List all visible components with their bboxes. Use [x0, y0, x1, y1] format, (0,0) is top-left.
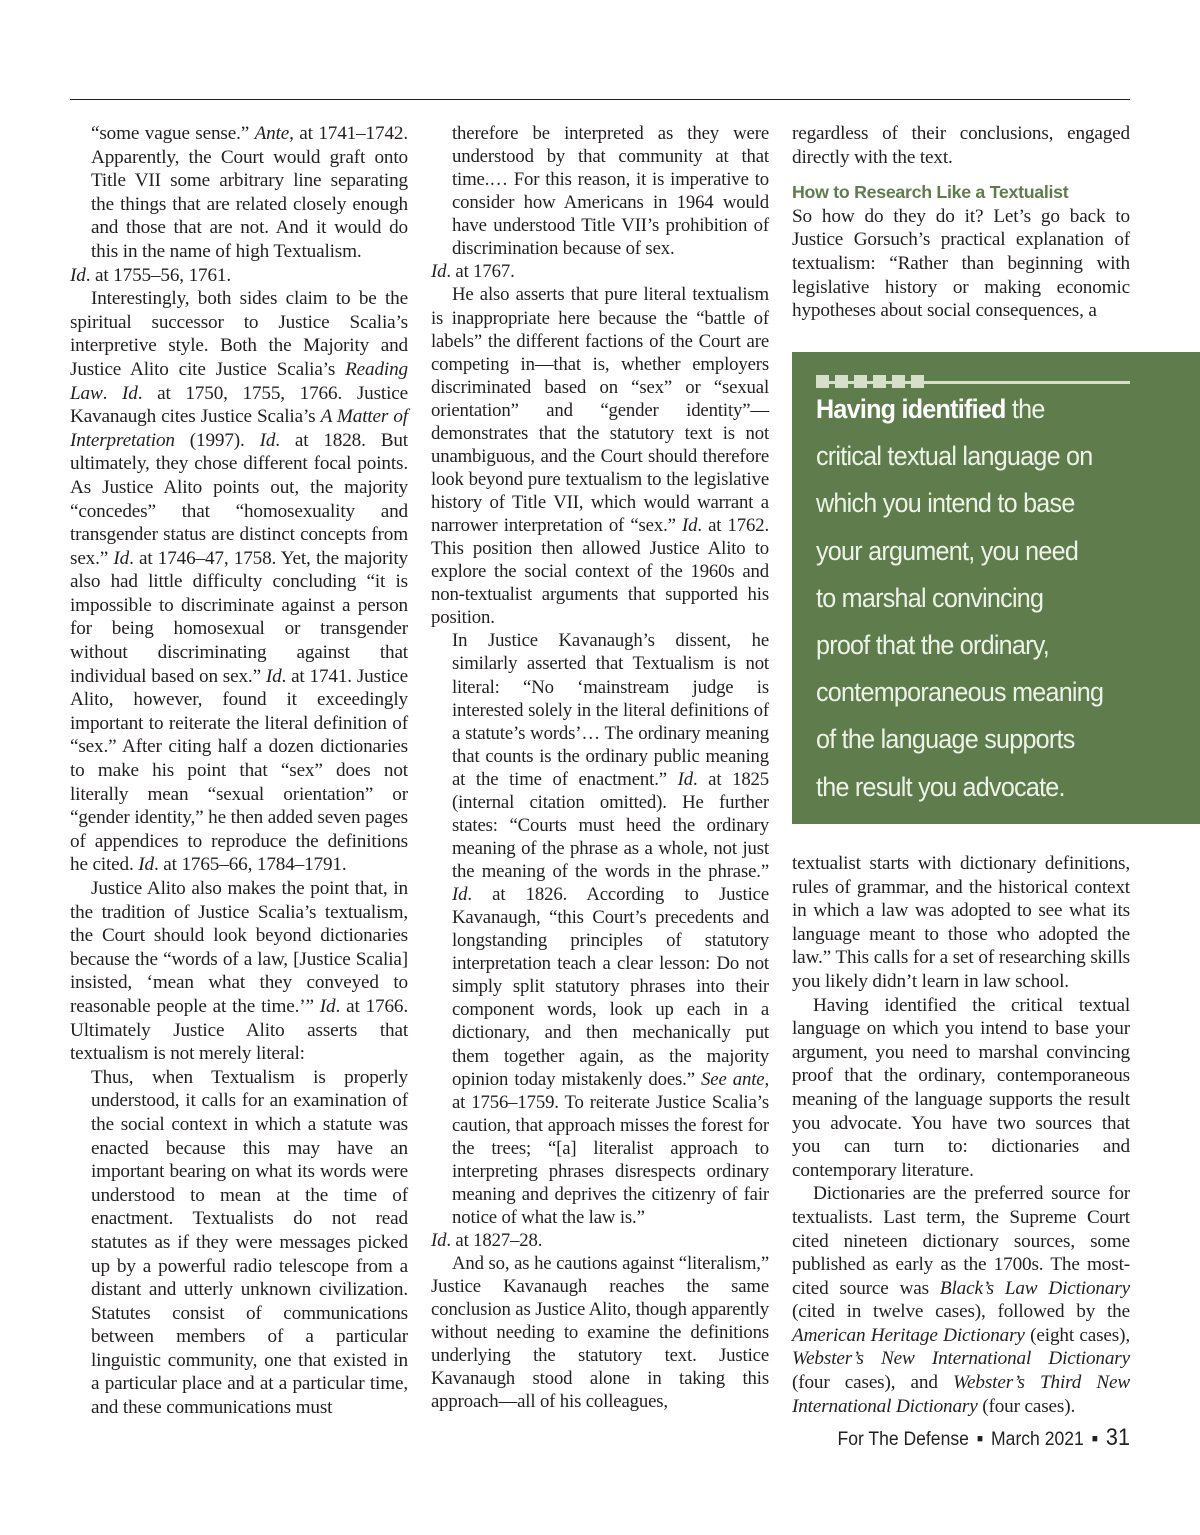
italic-run: Id [452, 884, 468, 906]
citation [70, 264, 408, 288]
text-run: “some vague sense.” [91, 123, 255, 144]
body-paragraph [792, 852, 1130, 994]
italic-run: American Heritage Dictionary [792, 1324, 1025, 1346]
text-run: (four cases), and [792, 1372, 953, 1394]
text-run: . at 1741. Justice Alito, however, found it exceedingly important to reiterate the literal definition of “sex.” After citing half a dozen dictionaries to make his point that “sex” does not literally mean “sexual orientation” or “gender identity,” he then added seven pages of appendices to reproduce the definitions he cited. [70, 665, 408, 876]
italic-run: Id [682, 515, 698, 537]
text-run: . at 1828. But ultimately, they chose different focal points. As Justice Alito points out, the majority “concedes” that “homosexuality and transgender status are distinct concepts from sex.” [70, 429, 408, 569]
italic-run: Id [122, 382, 138, 404]
italic-run: Black’s Law Dictionary [939, 1277, 1130, 1299]
text-run: So how do they do it? Let’s go back to Justice Gorsuch’s practical explanation of textualism: “Rather than beginning with legislative history or making economic hypotheses about social consequences, a [792, 205, 1130, 322]
text-run: And so, as he cautions against “literalism,” Justice Kavanaugh reaches the same conclusion as Justice Alito, though apparently without needing to examine the definitions underlying the statutory text. Justice Kavanaugh stood alone in taking this approach—all of his colleagues, [431, 1253, 769, 1413]
column-middle [431, 122, 769, 1414]
body-paragraph [431, 283, 769, 629]
text-run: He also asserts that pure literal textualism is inappropriate here because the “battle of labels” the different factions of the Court are competing in—that is, whether employers discriminated based on “sex” or “sexual orientation” and “gender identity”—demonstrates that the statutory text is not unambiguous, and the Court should therefore look beyond pure textualism to the legislative history of Title VII, which would warrant a narrower interpretation of “sex.” [431, 284, 769, 537]
publication-name: For The Defense [837, 1428, 969, 1450]
page-number: 31 [1105, 1424, 1130, 1451]
italic-run: Id [431, 261, 447, 283]
text-run: (four cases). [977, 1395, 1076, 1417]
section-subhead: How to Research Like a Textualist [792, 182, 1069, 203]
text-run: . at 1765–66, 1784–1791. [153, 854, 347, 876]
blockquote-start [70, 1066, 408, 1420]
pull-quote-text [816, 386, 1160, 811]
body-paragraph [792, 994, 1130, 1183]
body-paragraph [70, 877, 408, 1066]
body-paragraph [431, 1252, 769, 1413]
text-run: . at 1825 (internal citation omitted). He further states: “Courts must heed the ordinary meaning of the phrase as a whole, not just the meaning of the words in the phrase.” [452, 768, 769, 882]
pull-quote-lead: Having identified [816, 394, 1006, 424]
footer-separator: ■ [1091, 1433, 1098, 1445]
column-right-top [792, 122, 1130, 323]
text-run: . at 1746–47, 1758. Yet, the majority also had little difficulty concluding “it is impossible to discriminate against a person for being homosexual or transgender without discriminating against that individual based on sex.” [70, 547, 408, 687]
body-paragraph [792, 122, 1130, 169]
pull-quote-box [792, 352, 1200, 824]
italic-run: Ante [254, 123, 290, 144]
footer-separator: ■ [977, 1433, 983, 1445]
text-run: Having identified the critical textual language on which you intend to base your argument, you need to marshal convincing proof that the ordinary, contemporaneous meaning of the language supports the result you advocate. You have two sources that you can turn to: dictionaries and contemporary literature. [792, 994, 1130, 1181]
text-run: textualist starts with dictionary definitions, rules of grammar, and the historical context in which a law was adopted to see what its language meant to those who adopted the law.” This calls for a set of researching skills you likely didn’t learn in law school. [792, 853, 1130, 992]
text-run: . at 1767. [446, 261, 515, 283]
text-run: (eight cases), [1024, 1324, 1130, 1346]
issue-date: March 2021 [991, 1428, 1084, 1450]
text-run: . [102, 382, 123, 404]
page-footer [838, 1424, 1130, 1452]
text-run: Dictionaries are the preferred source for textualists. Last term, the Supreme Court cited nineteen dictionary sources, some published as early as the 1700s. The most-cited source was [792, 1183, 1130, 1299]
text-run: Thus, when Textualism is properly understood, it calls for an examination of the social context in which a statute was enacted because this may have an important bearing on what its words were understood to mean at the time of enactment. Textualists do not read statutes as if they were messages picked up by a powerful radio telescope from a distant and utterly unknown civilization. Statutes consist of communications between members of a particular linguistic community, one that existed in a particular place and at a particular time, and these communications must [91, 1066, 408, 1419]
text-run: regardless of their conclusions, engaged directly with the text. [792, 123, 1130, 168]
text-run: . at 1826. According to Justice Kavanaugh, “this Court’s precedents and longstanding principles of statutory interpretation teach a clear lesson: Do not simply split statutory phrases into their component words, look up each in a dictionary, and then mechanically put them together again, as the majority opinion today mistakenly does.” [452, 884, 769, 1090]
italic-run: Id [259, 429, 276, 451]
italic-run: Webster’s New International Dictionary [792, 1348, 1130, 1370]
text-run: (1997). [174, 429, 260, 451]
text-run: (cited in twelve cases), followed by the [792, 1301, 1130, 1323]
body-paragraph [792, 205, 1130, 323]
text-run: . at 1750, 1755, 1766. Justice Kavanaugh cites Justice Scalia’s [70, 382, 408, 428]
column-left [70, 122, 408, 1420]
italic-run: Id [677, 768, 693, 790]
blockquote-end [70, 122, 408, 264]
pull-quote-body: the critical textual language on which you intend to base your argument, you need to marshal convincing proof that the ordinary, contemporaneous meaning of the language supports the result you advocate. [816, 394, 1104, 802]
italic-run: Reading Law [70, 358, 408, 404]
italic-run: Id [265, 665, 282, 687]
column-right-bottom [792, 852, 1130, 1418]
citation [431, 1229, 769, 1252]
text-run: therefore be interpreted as they were understood by that community at that time.… For this reason, it is imperative to consider how Americans in 1964 would have understood Title VII’s prohibition of discrimination because of sex. [452, 123, 769, 260]
blockquote-continued [431, 122, 769, 260]
text-run: Justice Alito also makes the point that, in the tradition of Justice Scalia’s textualism, the Court should look beyond dictionaries because the “words of a law, [Justice Scalia] insisted, ‘mean what they conveyed to reasonable people at the time.’” [70, 878, 408, 1017]
italic-run: See ante [701, 1068, 765, 1090]
italic-run: A Matter of Interpretation [70, 406, 408, 451]
text-run: , at 1756–1759. To reiterate Justice Scalia’s caution, that approach misses the forest for the trees; “[a] literalist approach to interpreting phrases disrespects ordinary meaning and deprives the citizenry of fair notice of what the law is.” [452, 1068, 770, 1228]
italic-run: Id [431, 1230, 447, 1251]
text-run: . at 1766. Ultimately Justice Alito asserts that textualism is not merely literal: [70, 995, 408, 1065]
text-run: . at 1762. This position then allowed Justice Alito to explore the social context of the 1960s and non-textualist arguments that supported his position. [431, 515, 769, 629]
text-run: In Justice Kavanaugh’s dissent, he similarly asserted that Textualism is not literal: “No ‘mainstream judge is interested solely in the literal definitions of a statute’s words’… The ordinary meaning that counts is the ordinary public meaning at the time of enactment.” [452, 630, 769, 790]
top-rule [70, 99, 1130, 100]
italic-run: Id [319, 995, 336, 1017]
body-paragraph [792, 1182, 1130, 1418]
text-run: , at 1741–1742. Apparently, the Court would graft onto Title VII some arbitrary line separating the things that are related closely enough and those that are not. And it would do this in the name of high Textualism. [91, 123, 408, 262]
italic-run: Id [113, 547, 130, 569]
italic-run: Id [138, 854, 154, 876]
text-run: . at 1827–28. [446, 1230, 543, 1251]
text-run: Interestingly, both sides claim to be the spiritual successor to Justice Scalia’s interpretive style. Both the Majority and Justice Alito cite Justice Scalia’s [70, 288, 408, 380]
blockquote [431, 629, 769, 1229]
italic-run: Id [70, 264, 86, 286]
body-paragraph [70, 287, 408, 877]
text-run: . at 1755–56, 1761. [85, 264, 231, 286]
italic-run: Webster’s Third New International Dictionary [792, 1372, 1131, 1417]
citation [431, 260, 769, 283]
